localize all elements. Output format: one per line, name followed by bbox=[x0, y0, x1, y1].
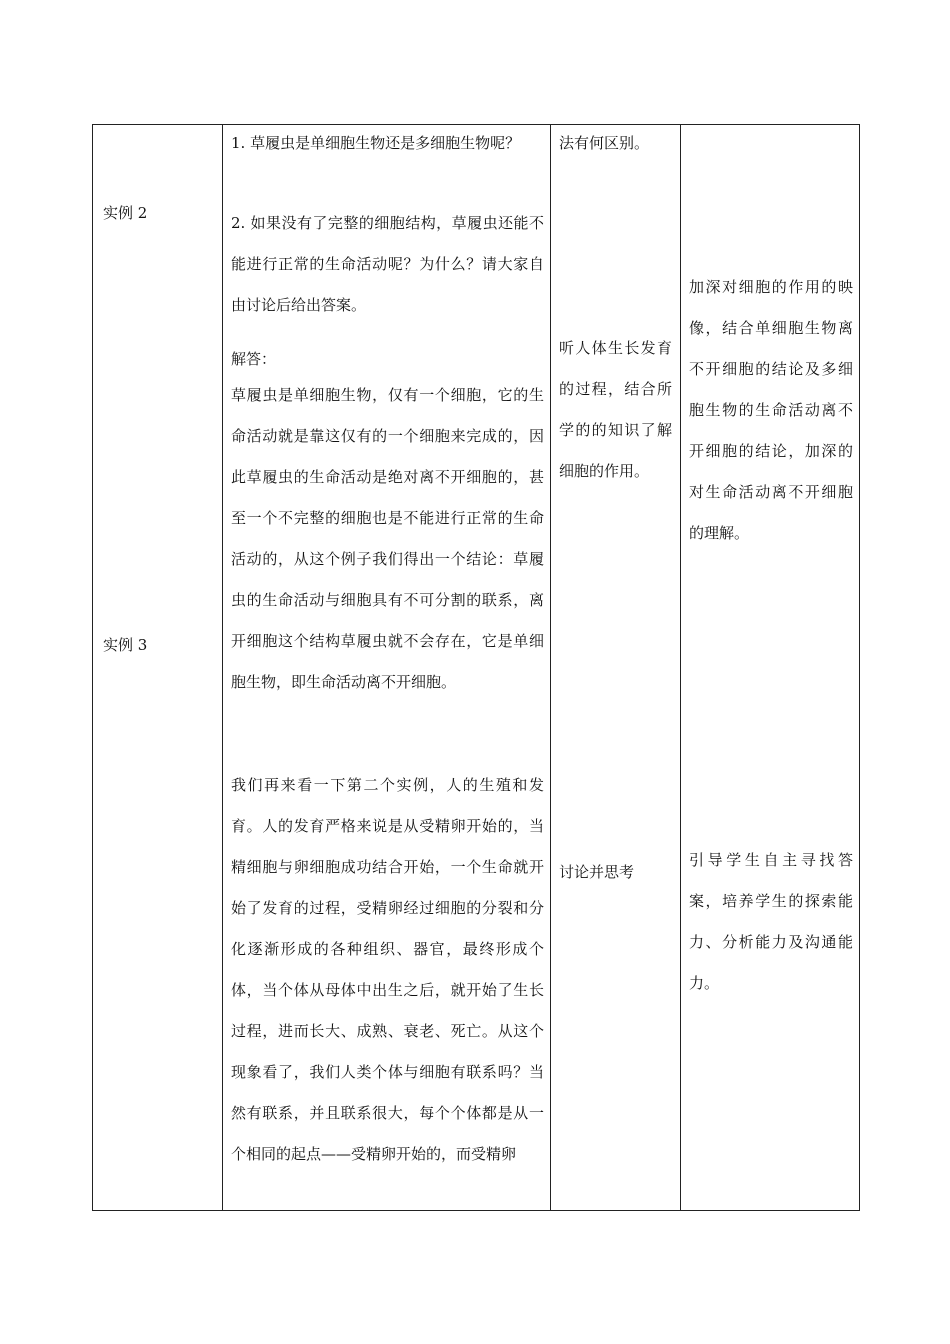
student-activity-column bbox=[551, 125, 681, 1211]
section-label-example-2: 实例 2 bbox=[103, 204, 148, 222]
design-intent-middle: 加深对细胞的作用的映像，结合单细胞生物离不开细胞的结论及多细胞生物的生命活动离不开细胞的结论，加深的对生命活动离不开细胞的理解。 bbox=[689, 278, 853, 542]
section-label-column bbox=[93, 125, 223, 1211]
answer-label: 解答： bbox=[231, 350, 277, 368]
lesson-plan-table bbox=[92, 124, 860, 1211]
student-activity-middle: 听人体生长发育的过程，结合所学的的知识了解细胞的作用。 bbox=[559, 339, 672, 480]
design-intent-bottom: 引导学生自主寻找答案，培养学生的探索能力、分析能力及沟通能力。 bbox=[689, 851, 853, 992]
design-intent-column bbox=[681, 125, 860, 1211]
teacher-activity-column bbox=[223, 125, 551, 1211]
question-1: 1. 草履虫是单细胞生物还是多细胞生物呢？ bbox=[231, 134, 521, 152]
question-2: 2. 如果没有了完整的细胞结构，草履虫还能不能进行正常的生命活动呢？为什么？请大家自由讨论后给出答案。 bbox=[231, 214, 544, 314]
student-activity-bottom: 讨论并思考 bbox=[559, 863, 635, 881]
section-label-example-3: 实例 3 bbox=[103, 636, 148, 654]
student-activity-top: 法有何区别。 bbox=[559, 134, 650, 152]
example-2-paragraph: 我们再来看一下第二个实例，人的生殖和发育。人的发育严格来说是从受精卵开始的，当精细胞与卵细胞成功结合开始，一个生命就开始了发育的过程，受精卵经过细胞的分裂和分化逐渐形成的各种组织、器官，最终形成个体，当个体从母体中出生之后，就开始了生长过程，进而长大、成熟、衰老、死亡。从这个现象看了，我们人类个体与细胞有联系吗？当然有联系，并且联系很大，每个个体都是从一个相同的起点——受精卵开始的，而受精卵 bbox=[231, 776, 544, 1163]
answer-paragraph: 草履虫是单细胞生物，仅有一个细胞，它的生命活动就是靠这仅有的一个细胞来完成的，因此草履虫的生命活动是绝对离不开细胞的，甚至一个不完整的细胞也是不能进行正常的生命活动的，从这个例子我们得出一个结论：草履虫的生命活动与细胞具有不可分割的联系，离开细胞这个结构草履虫就不会存在，它是单细胞生物，即生命活动离不开细胞。 bbox=[231, 386, 544, 691]
